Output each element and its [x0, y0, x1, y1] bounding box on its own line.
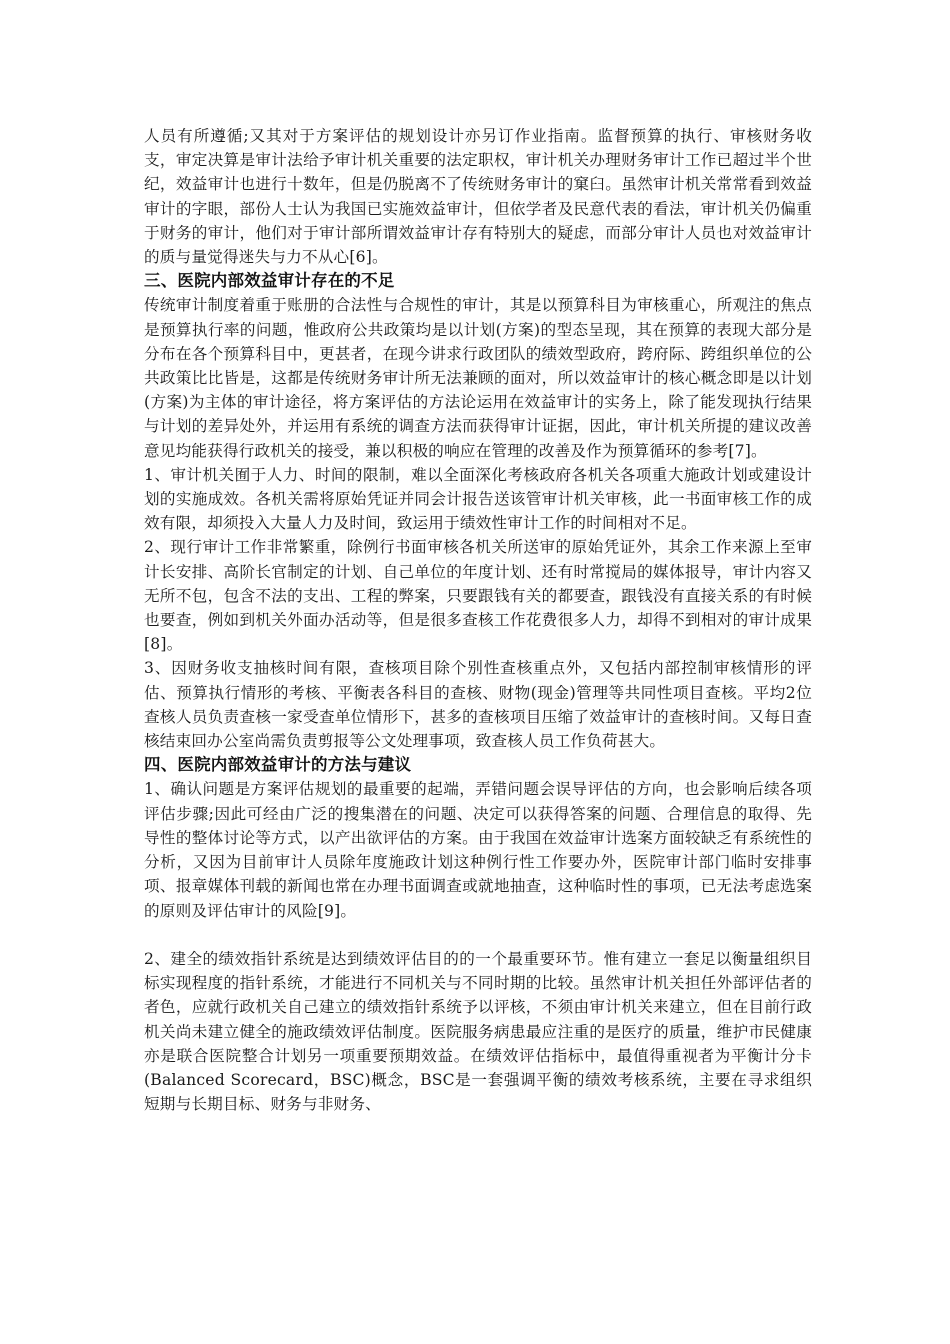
blank-line	[144, 923, 812, 947]
paragraph-method-2: 2、建全的绩效指针系统是达到绩效评估目的的一个最重要环节。惟有建立一套足以衡量组织目标实现程度的指针系统，才能进行不同机关与不同时期的比较。虽然审计机关担任外部评估者的者色，应就行政机关自己建立的绩效指针系统予以评核，不须由审计机关来建立，但在目前行政机关尚未建立健全的施政绩效评估制度。医院服务病患最应注重的是医疗的质量，维护市民健康亦是联合医院整合计划另一项重要预期效益。在绩效评估指标中，最值得重视者为平衡计分卡(Balanced Scorecard，BSC)概念，BSC是一套强调平衡的绩效考核系统，主要在寻求组织短期与长期目标、财务与非财务、	[144, 949, 812, 1114]
document-body	[144, 124, 812, 1116]
paragraph-point-2: 2、现行审计工作非常繁重，除例行书面审核各机关所送审的原始凭证外，其余工作来源上至审计长安排、高阶长官制定的计划、自己单位的年度计划、还有时常搅局的媒体报导，审计内容又无所不包，包含不法的支出、工程的弊案，只要跟钱有关的都要查，跟钱没有直接关系的有时候也要查，例如到机关外面办活动等，但是很多查核工作花费很多人力，却得不到相对的审计成果[8]。	[144, 538, 812, 654]
paragraph-point-1: 1、审计机关囿于人力、时间的限制，难以全面深化考核政府各机关各项重大施政计划或建设计划的实施成效。各机关需将原始凭证并同会计报告送该管审计机关审核，此一书面审核工作的成效有限，却须投入大量人力及时间，致运用于绩效性审计工作的时间相对不足。	[144, 465, 812, 533]
paragraph-point-3: 3、因财务收支抽核时间有限，查核项目除个别性查核重点外，又包括内部控制审核情形的评估、预算执行情形的考核、平衡表各科目的查核、财物(现金)管理等共同性项目查核。平均2位查核人员负责查核一家受查单位情形下，甚多的查核项目压缩了效益审计的查核时间。又每日查核结束回办公室尚需负责剪报等公文处理事项，致查核人员工作负荷甚大。	[144, 659, 812, 751]
paragraph-method-1: 1、确认问题是方案评估规划的最重要的起端，弄错问题会误导评估的方向，也会影响后续各项评估步骤;因此可经由广泛的搜集潜在的问题、决定可以获得答案的问题、合理信息的取得、先导性的整体讨论等方式，以产出欲评估的方案。由于我国在效益审计选案方面较缺乏有系统性的分析，又因为目前审计人员除年度施政计划这种例行性工作要办外，医院审计部门临时安排事项、报章媒体刊载的新闻也常在办理书面调查或就地抽查，这种临时性的事项，已无法考虑选案的原则及评估审计的风险[9]。	[144, 780, 812, 920]
section-heading-4: 四、医院内部效益审计的方法与建议	[144, 755, 412, 775]
section-heading-3: 三、医院内部效益审计存在的不足	[144, 271, 395, 291]
paragraph-traditional-audit: 传统审计制度着重于账册的合法性与合规性的审计，其是以预算科目为审核重心，所观注的焦点是预算执行率的问题，惟政府公共政策均是以计划(方案)的型态呈现，其在预算的表现大部分是分布在各个预算科目中，更甚者，在现今讲求行政团队的绩效型政府，跨府际、跨组织单位的公共政策比比皆是，这都是传统财务审计所无法兼顾的面对，所以效益审计的核心概念即是以计划(方案)为主体的审计途径，将方案评估的方法论运用在效益审计的实务上，除了能发现执行结果与计划的差异处外，并运用有系统的调查方法而获得审计证据，因此，审计机关所提的建议改善意见均能获得行政机关的接受，兼以积极的响应在管理的改善及作为预算循环的参考[7]。	[144, 296, 812, 460]
paragraph-audit-background: 人员有所遵循;又其对于方案评估的规划设计亦另订作业指南。监督预算的执行、审核财务收支，审定决算是审计法给予审计机关重要的法定职权，审计机关办理财务审计工作已超过半个世纪，效益审计也进行十数年，但是仍脱离不了传统财务审计的窠臼。虽然审计机关常常看到效益审计的字眼，部份人士认为我国已实施效益审计，但依学者及民意代表的看法，审计机关仍偏重于财务的审计，他们对于审计部所谓效益审计存有特别大的疑虑，而部分审计人员也对效益审计的质与量觉得迷失与力不从心[6]。	[144, 127, 812, 267]
